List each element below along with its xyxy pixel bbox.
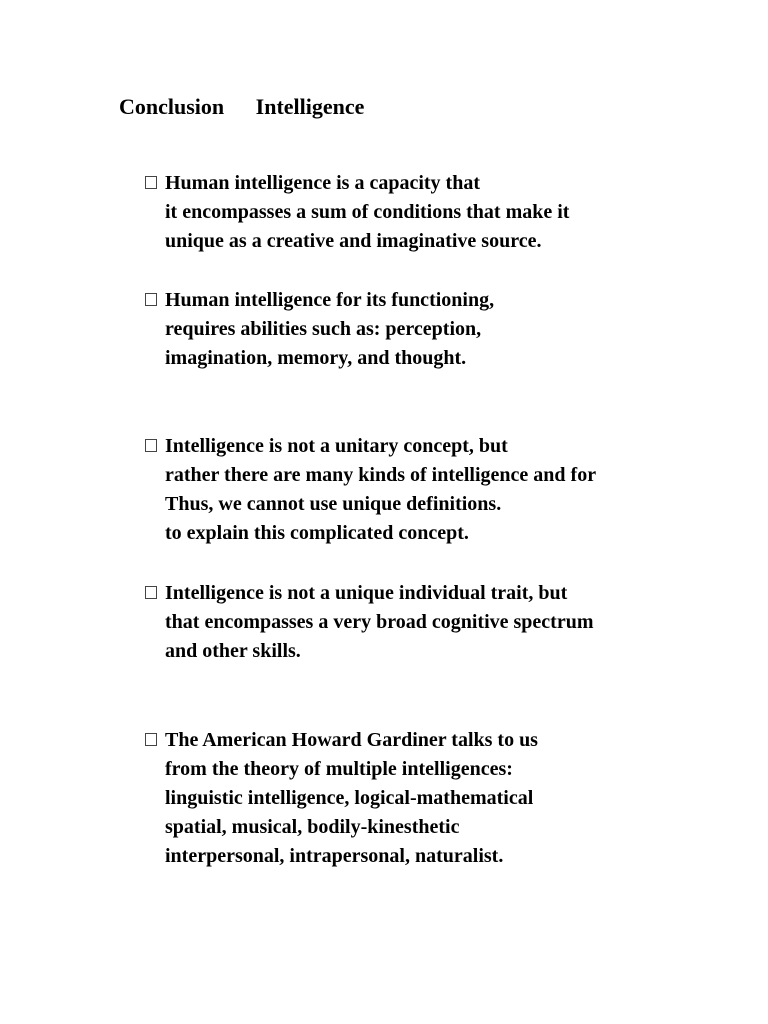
- bullet-text-line: linguistic intelligence, logical-mathematical: [165, 787, 534, 809]
- bullet-text-line: spatial, musical, bodily-kinesthetic: [165, 816, 460, 838]
- bullet-text-line: Human intelligence is a capacity that: [165, 172, 480, 194]
- bullet-text-line: to explain this complicated concept.: [165, 522, 469, 544]
- title-topic: Intelligence: [255, 94, 365, 119]
- page-title: [119, 92, 364, 122]
- bullet-box-icon: [145, 293, 157, 306]
- bullet-text-line: unique as a creative and imaginative source.: [165, 230, 542, 252]
- bullet-item: [145, 579, 705, 666]
- bullet-text-line: Human intelligence for its functioning,: [165, 289, 495, 311]
- bullet-text-line: rather there are many kinds of intelligence and for: [165, 464, 597, 486]
- bullet-text-line: from the theory of multiple intelligences:: [165, 758, 513, 780]
- bullet-text-line: and other skills.: [165, 640, 301, 662]
- bullet-text-line: that encompasses a very broad cognitive spectrum: [165, 611, 594, 633]
- bullet-box-icon: [145, 586, 157, 599]
- bullet-box-icon: [145, 733, 157, 746]
- bullet-item: [145, 726, 705, 871]
- title-label: Conclusion: [119, 94, 225, 119]
- bullet-text-line: The American Howard Gardiner talks to us: [165, 729, 538, 751]
- bullet-text-line: requires abilities such as: perception,: [165, 318, 482, 340]
- bullet-text-line: Intelligence is not a unitary concept, but: [165, 435, 508, 457]
- bullet-item: [145, 432, 705, 548]
- bullet-text-line: Intelligence is not a unique individual trait, but: [165, 582, 568, 604]
- bullet-text-line: interpersonal, intrapersonal, naturalist.: [165, 845, 504, 867]
- bullet-text-line: imagination, memory, and thought.: [165, 347, 467, 369]
- bullet-box-icon: [145, 439, 157, 452]
- bullet-text-line: it encompasses a sum of conditions that make it: [165, 201, 570, 223]
- bullet-item: [145, 169, 705, 256]
- bullet-box-icon: [145, 176, 157, 189]
- bullet-text-line: Thus, we cannot use unique definitions.: [165, 493, 502, 515]
- bullet-item: [145, 286, 705, 373]
